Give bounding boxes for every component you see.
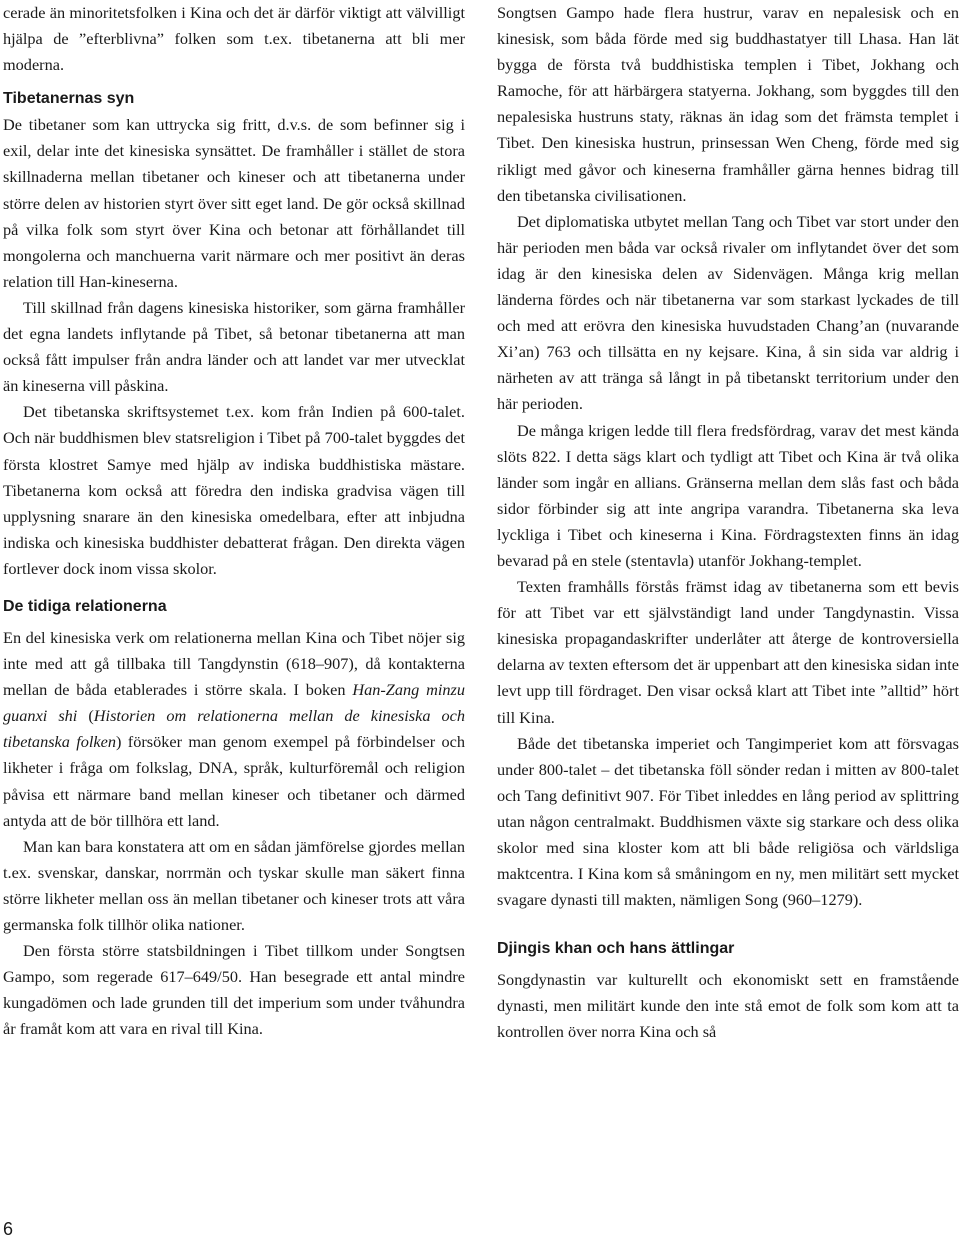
paragraph: Texten framhålls förstås främst idag av tibetanerna som ett bevis för att Tibet var ett självständigt land under Tangdynastin. Vissa kinesiska propagandaskrifter underlåter att återge de kontroversiella delarna av texten eftersom det är uppenbart att den kinesiska sidan inte levt upp till fördraget. Den visar också klart att Tibet inte ”alltid” hört till Kina. [497, 577, 959, 727]
paragraph: De många krigen ledde till flera fredsfördrag, varav det mest kända slöts 822. I detta sägs klart och tydligt att Tibet och Kina är två olika länder som ingår en allians. Gränserna mellan dem slås fast och båda sidor förbinder sig att inte angripa varandra. Tibetanerna ska leva lyckliga i Tibet och kineserna i Kina. Fördragstexten finns än idag bevarad på en stele (stentavla) utanför Jokhang-templet. [497, 420, 959, 570]
text-run: ) försöker man genom exempel på förbindelser och likheter i fråga om folkslag, DNA, språk, kulturföremål och religion påvisa ett närmare band mellan kineser och tibetaner och därmed antyda att de bör tillhöra ett land. [3, 732, 465, 830]
paragraph: Till skillnad från dagens kinesiska historiker, som gärna framhåller det egna landets inflytande på Tibet, så betonar tibetanerna att man också fått impulser från andra länder och att landet var mer utvecklat än kineserna vill påskina. [3, 297, 465, 396]
right-column [497, 0, 959, 1046]
paragraph: Det diplomatiska utbytet mellan Tang och Tibet var stort under den här perioden men båda var också rivaler om inflytandet över det som idag är den kinesiska delen av Sidenvägen. Många krig mellan länderna fördes och när tibetanerna var som starkast lyckades de till och med att erövra den kinesiska huvudstaden Chang’an (nuvarande Xi’an) 763 och tillsätta en ny kejsare. Kina, å sin sida var aldrig i närheten av att tränga så långt in på tibetanskt territorium under den här perioden. [497, 211, 959, 414]
paragraph: cerade än minoritetsfolken i Kina och det är därför viktigt att välvilligt hjälpa de ”efterblivna” folken som t.ex. tibetanerna att bli mer moderna. [3, 3, 465, 75]
paragraph-with-book-title [3, 625, 465, 834]
page-number: 6 [3, 1219, 14, 1239]
section-heading-tibetanernas-syn: Tibetanernas syn [3, 90, 135, 108]
paragraph: Songtsen Gampo hade flera hustrur, varav en nepalesisk och en kinesisk, som båda förde med sig buddhastatyer till Lhasa. Han lät bygga de första två buddhistiska templen i Tibet, Jokhang och Ramoche, för att härbärgera statyerna. Jokhang, som byggdes till den nepalesiska hustruns staty, räknas än idag som det främsta templet i Tibet. Den kinesiska hustrun, prinsessan Wen Cheng, förde med sig rikligt med gåvor och kineserna framhåller gärna hennes bidrag till den tibetanska civilisationen. [497, 3, 959, 205]
paragraph: Både det tibetanska imperiet och Tangimperiet kom att försvagas under 800-talet – det tibetanska föll sönder redan i mitten av 800-talet och Tang definitivt 907. För Tibet inleddes en lång period av splittring utan någon centralmakt. Buddhismen växte sig starkare och dess olika skolor med sina kloster kom att bli både religiösa och världsliga maktcentra. I Kina kom så småningom en ny, men militärt sett mycket svagare dynasti till makten, nämligen Song (960–1279). [497, 733, 959, 910]
text-run: ( [77, 706, 94, 726]
book-title: Han-Zang minzu guanxi shi [3, 680, 465, 726]
paragraph: Den första större statsbildningen i Tibet tillkom under Songtsen Gampo, som regerade 617–649/50. Han besegrade ett antal mindre kungadömen och lade grunden till det imperium som under tvåhundra år framåt kom att vara en rival till Kina. [3, 941, 465, 1039]
paragraph: Songdynastin var kulturellt och ekonomiskt sett en framstående dynasti, men militärt kunde den inte stå emot de folk som kom att ta kontrollen över norra Kina och så [497, 970, 959, 1042]
left-column [3, 0, 465, 1042]
section-heading-de-tidiga-relationerna: De tidiga relationerna [3, 597, 167, 615]
paragraph: De tibetaner som kan uttrycka sig fritt, d.v.s. de som befinner sig i exil, delar inte det kinesiska synsättet. De framhåller i stället de stora skillnaderna mellan tibetaner och kineser och att tibetanerna under större delen av historien styrt över sitt eget land. De gör också skillnad på vilka folk som styrt över Kina och betonar att förhållandet till mongolerna och manchuerna varit närmare och mer positivt än deras relation till Han-kineserna. [3, 115, 465, 291]
text-run: En del kinesiska verk om relationerna mellan Kina och Tibet nöjer sig inte med att gå tillbaka till Tangdynstin (618–907), då kontakterna mellan de båda etablerades i större skala. I boken [3, 627, 465, 700]
section-heading-djingis-khan: Djingis khan och hans ättlingar [497, 940, 735, 958]
book-title-translation: Historien om relationerna mellan de kinesiska och tibetanska folken [3, 706, 465, 752]
paragraph: Man kan bara konstatera att om en sådan jämförelse gjordes mellan t.ex. svenskar, danskar, norrmän och tyskar skulle man säkert finna större likheter mellan oss än mellan tibetaner och kineser trots att våra germanska folk tillhör olika nationer. [3, 836, 465, 934]
paragraph: Det tibetanska skriftsystemet t.ex. kom från Indien på 600-talet. Och när buddhismen blev statsreligion i Tibet på 700-talet byggdes det första klostret Samye med hjälp av indiska buddhistiska mästare. Tibetanerna kom också att föredra den indiska gradvisa vägen till upplysning snarare än den kinesiska omedelbara, efter att inbjudna indiska och kinesiska buddhister debatterat frågan. Den direkta vägen fortlever dock inom vissa skolor. [3, 402, 465, 578]
